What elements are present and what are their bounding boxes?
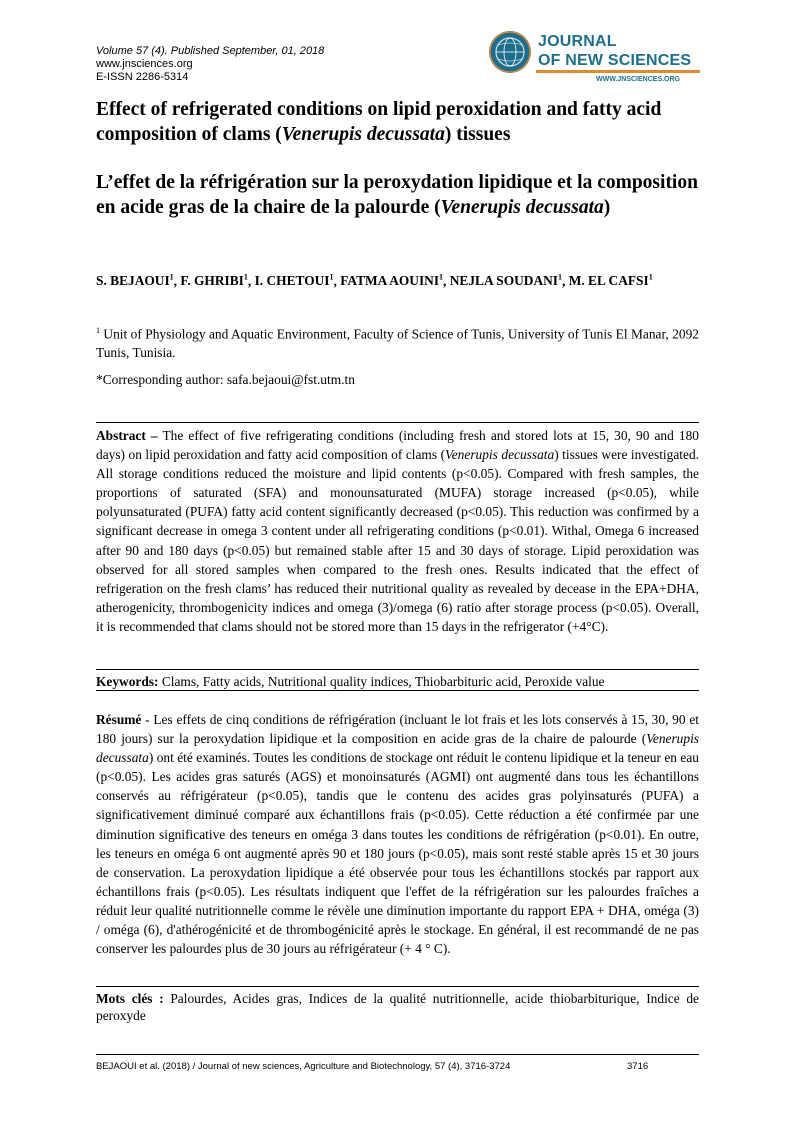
abstract-label: Abstract – xyxy=(96,428,158,443)
title-french-text: L’effet de la réfrigération sur la peroxydation lipidique et la composition en acide gras de la chaire de la palourde ( xyxy=(96,172,698,218)
title-english-tail: ) tissues xyxy=(444,124,511,145)
abstract-text: The effect of five refrigerating conditions (including fresh and stored lots at 15, 30, 90 and 180 days) on lipid peroxidation and fatty acid composition of clams ( xyxy=(96,428,700,463)
divider xyxy=(96,422,699,423)
keywords xyxy=(96,673,699,690)
page-number: 3716 xyxy=(627,1061,649,1072)
journal-logo xyxy=(488,28,702,88)
logo-line-2: OF NEW SCIENCES xyxy=(538,52,692,69)
divider xyxy=(96,690,699,691)
resume-label: Résumé xyxy=(96,712,142,727)
keywords-label: Keywords: xyxy=(96,674,159,689)
volume-info: Volume 57 (4). Published September, 01, 2018 xyxy=(96,45,325,57)
abstract xyxy=(96,426,699,636)
author: I. CHETOUI$^1$ xyxy=(254,273,334,289)
footer-divider xyxy=(96,1054,699,1055)
author-list: S. BEJAOUI$^1$, F. GHRIBI$^1$, I. CHETOUI$^1$, FATMA AOUINI$^1$, NEJLA SOUDANI$^1$, M. EL CAFSI$^1$ xyxy=(96,273,653,289)
author: M. EL CAFSI$^1$ xyxy=(568,273,653,289)
author: FATMA AOUINI$^1$ xyxy=(340,273,444,289)
author: NEJLA SOUDANI$^1$ xyxy=(449,273,563,289)
journal-header xyxy=(96,45,324,84)
journal-eissn: E-ISSN 2286-5314 xyxy=(96,71,189,83)
abstract-text-2: ) tissues were investigated. All storage conditions reduced the moisture and lipid contents (p<0.05). Compared with fresh samples, the proportions of saturated (SFA) and monounsaturated (MUFA) storage increased (p<0.05), while polyunsaturated (PUFA) fatty acid content significantly decreased (p<0.05). This reduction was confirmed by a significant decrease in omega 3 content under all refrigerating conditions (p<0.01). Withal, Omega 6 increased after 90 and 180 days (p<0.05) but remained stable after 15 and 30 days of storage. Lipid peroxidation was observed for all stored samples when compared to the fresh ones. Results indicated that the effect of refrigeration on the fresh clams’ has reduced their nutritional quality as revealed by decease in the EPA+DHA, atherogenicity, thrombogenicity indices and omega (3)/omega (6) ratio after storage process (p<0.05). Overall, it is recommended that clams should not be stored more than 15 days in the refrigerator (+4°C). xyxy=(96,447,699,634)
journal-website: www.jnsciences.org xyxy=(96,58,193,70)
resume-species: Venerupis decussata xyxy=(96,731,699,766)
affiliation-text: Unit of Physiology and Aquatic Environment, Faculty of Science of Tunis, University of Tunis El Manar, 2092 Tunis, Tunisia. xyxy=(96,326,699,361)
resume xyxy=(96,710,699,958)
resume-text: - Les effets de cinq conditions de réfrigération (incluant le lot frais et les lots conservés à 15, 30, 90 et 180 jours) sur la peroxydation lipidique et la composition en acide gras de la chaire de palourde ( xyxy=(96,712,699,747)
affiliation xyxy=(96,321,699,362)
logo-wordmark xyxy=(538,32,691,70)
logo-url: WWW.JNSCIENCES.ORG xyxy=(596,76,681,83)
mots-cles xyxy=(96,990,699,1024)
globe-icon xyxy=(488,30,532,74)
title-english-species: Venerupis decussata xyxy=(281,124,445,145)
author: F. GHRIBI$^1$ xyxy=(180,273,248,289)
title-french-species: Venerupis decussata xyxy=(440,197,604,218)
title-french-tail: ) xyxy=(603,197,611,218)
title-english-text: Effect of refrigerated conditions on lipid peroxidation and fatty acid composition of clams ( xyxy=(96,99,662,145)
mots-cles-text: Palourdes, Acides gras, Indices de la qualité nutritionnelle, acide thiobarbiturique, Indice de peroxyde xyxy=(96,991,699,1023)
abstract-species: Venerupis decussata xyxy=(445,447,555,463)
resume-text-2: ) ont été examinés. Toutes les conditions de stockage ont réduit le contenu lipidique et la teneur en eau (p<0.05). Les acides gras saturés (AGS) et monoinsaturés (AGMI) ont augmenté dans tous les échantillons conservés au réfrigérateur (p<0.05), tandis que le contenu des acides gras polyinsaturés (PUFA) a significativement diminué comparé aux échantillons frais (p<0.05). Cette réduction a été confirmée par une diminution significative des teneurs en oméga 3 dans toutes les conditions de réfrigération (p<0.01). En outre, les teneurs en oméga 6 ont augmenté après 90 et 180 jours (p<0.05), mais sont resté stable après 15 et 30 jours de conservation. La peroxydation lipidique a été observée pour tous les échantillons stockés par rapport aux échantillons frais (p<0.05). Les résultats indiquent que l'effet de la réfrigération sur les palourdes fraîches a réduit leur qualité nutritionnelle comme le révèle une diminution importante du rapport EPA + DHA, oméga (3) / oméga (6), d'athérogénicité et de thrombogénicité après le stockage. En général, il est recommandé de ne pas conserver les palourdes plus de 30 jours au réfrigérateur (+ 4 ° C). xyxy=(96,750,699,957)
title-french xyxy=(96,170,699,220)
affiliation-marker: 1 xyxy=(96,326,100,335)
footer-citation: BEJAOUI et al. (2018) / Journal of new sciences, Agriculture and Biotechnology, 57 (4), 3716-3724 xyxy=(96,1061,511,1072)
author: S. BEJAOUI$^1$ xyxy=(96,273,174,289)
mots-cles-label: Mots clés : xyxy=(96,991,164,1006)
divider xyxy=(96,986,699,987)
logo-line-1: JOURNAL xyxy=(538,33,617,50)
keywords-text: Clams, Fatty acids, Nutritional quality indices, Thiobarbituric acid, Peroxide value xyxy=(158,674,605,689)
title-english xyxy=(96,97,699,147)
logo-bar xyxy=(536,70,700,73)
footer xyxy=(96,1061,699,1072)
corresponding-author: *Corresponding author: safa.bejaoui@fst.utm.tn xyxy=(96,372,355,387)
divider xyxy=(96,669,699,670)
